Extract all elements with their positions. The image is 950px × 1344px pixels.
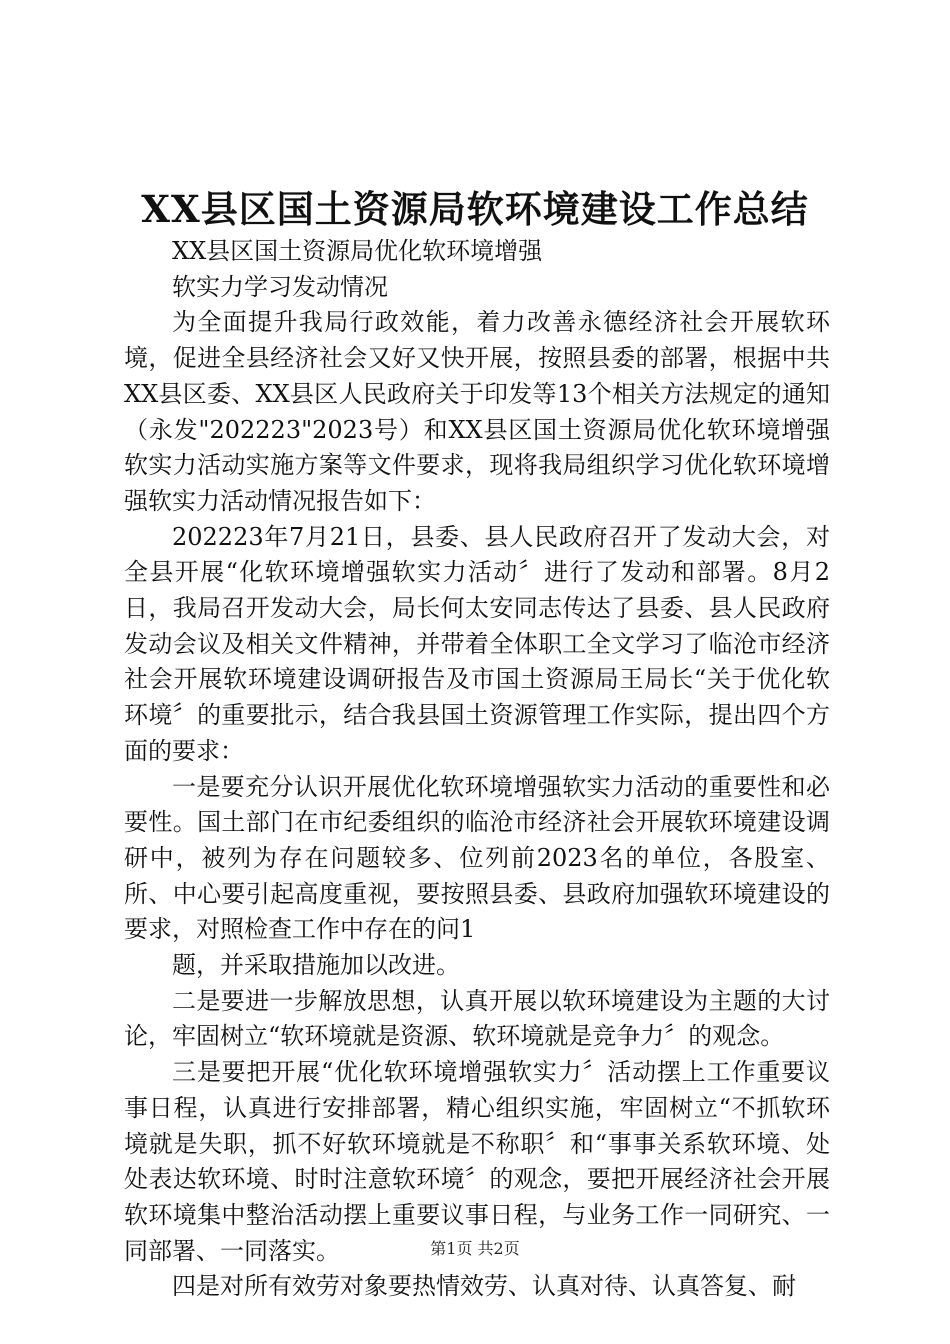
page-footer: 第1页 共2页: [430, 1239, 520, 1258]
paragraph-mobilization: 202223年7月21日，县委、县人民政府召开了发动大会，对全县开展“化软环境增强软实力活动〞进行了发动和部署。8月2日，我局召开发动大会，局长何太安同志传达了县委、县人民政府发动会议及相关文件精神，并带着全体职工全文学习了临沧市经济社会开展软环境建设调研报告及市国土资源局王局长“关于优化软环境〞的重要批示，结合我县国土资源管理工作实际，提出四个方面的要求：: [124, 522, 830, 765]
paragraph-requirement-2: 二是要进一步解放思想，认真开展以软环境建设为主题的大讨论，牢固树立“软环境就是资源、软环境就是竞争力〞的观念。: [124, 986, 830, 1051]
paragraph-requirement-3: 三是要把开展“优化软环境增强软实力〞活动摆上工作重要议事日程，认真进行安排部署，精心组织实施，牢固树立“不抓软环境就是失职，抓不好软环境就是不称职〞和“事事关系软环境、处处表达软环境、时时注意软环境〞的观念，要把开展经济社会开展软环境集中整治活动摆上重要议事日程，与业务工作一同研究、一同部署、一同落实。: [124, 1058, 830, 1265]
subtitle-line-1: XX县区国土资源局优化软环境增强: [172, 237, 543, 265]
subtitle-line-2: 软实力学习发动情况: [172, 272, 388, 301]
document-body: [124, 234, 830, 1305]
document-title: XX县区国土资源局软环境建设工作总结: [141, 187, 809, 231]
paragraph-intro: 为全面提升我局行政效能，着力改善永德经济社会开展软环境，促进全县经济社会又好又快开展，按照县委的部署，根据中共XX县区委、XX县区人民政府关于印发等13个相关方法规定的通知（永发"202223"2023号）和XX县区国土资源局优化软环境增强软实力活动实施方案等文件要求，现将我局组织学习优化软环境增强软实力活动情况报告如下：: [124, 308, 830, 515]
paragraph-requirement-1-cont: 题，并采取措施加以改进。: [172, 951, 460, 980]
paragraph-requirement-4: 四是对所有效劳对象要热情效劳、认真对待、认真答复、耐: [172, 1272, 796, 1301]
paragraph-requirement-1: 一是要充分认识开展优化软环境增强软实力活动的重要性和必要性。国土部门在市纪委组织的临沧市经济社会开展软环境建设调研中，被列为存在问题较多、位列前2023名的单位，各股室、所、中心要引起高度重视，要按照县委、县政府加强软环境建设的要求，对照检查工作中存在的问1: [124, 772, 830, 944]
